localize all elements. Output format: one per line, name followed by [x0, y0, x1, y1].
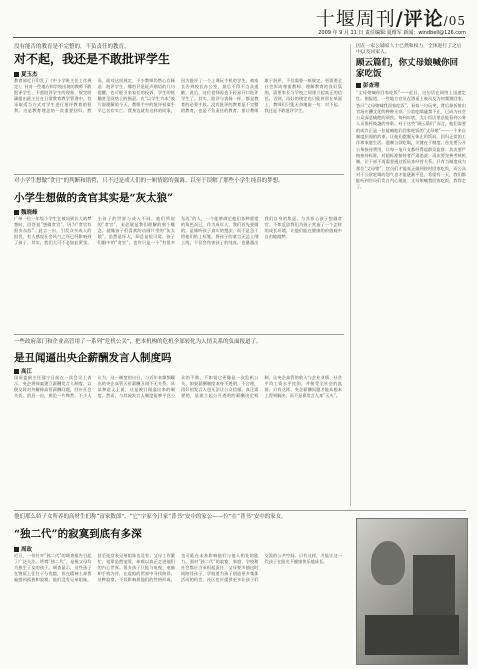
article-title: “独二代”的寂寞到底有多深: [14, 528, 142, 540]
article-body: 近日，一份针对“独二代”的调查报告引起了广泛关注。所谓“独二代”，是指父母均为独生子女的孩子。调查显示，这些孩子在物质上往往十分优越，但在精神上却普遍感到孤独和寂寞。他们没有兄弟姐妹，甚至连堂表兄弟姐妹也没有；父母工作繁忙，祖辈虽然宠爱，却难以真正走进他们的内心世界。很多孩子只能与电视、电脑和手机为伴，在虚拟的世界中寻找陪伴。这种寂寞，不仅影响着他们的性格形成，也可能在未来影响他们与他人相处的能力。面对“独二代”的寂寞，家庭、学校和社会都应当承担起责任：父母要多抽出时间陪伴孩子，学校要为孩子创造更多集体活动的机会，社区也应提供更多让孩子们交流的公共空间。只有这样，才能让这一代孩子在阳光下健康快乐地成长。: [14, 553, 342, 583]
article-byline: [14, 208, 38, 216]
photo-figure-shape: [413, 555, 455, 619]
article-byline: [14, 70, 38, 78]
article-body: 国资委副主任邵宁日前在一次会议上表示，央企将探索建立薪酬发言人制度，以便及时对外解释高管薪酬问题，回应社会关切。消息一出，舆论一片哗然。不少人认为，这一制度的出台，与近年来频频曝出的央企高管天价薪酬丑闻不无关系。从某种意义上说，这是被丑闻逼出来的制度。然而，与其说发言人制度能够平息公众的不满，不如说它更像是一次危机公关。如果薪酬制度本身不透明、不合理，再好的发言人也无法让公众信服。真正需要的，是建立起公开透明的薪酬决定机制，让央企高管的收入与企业业绩、社会平均工资水平挂钩，并接受全社会的监督。只有这样，央企薪酬问题才能从根本上得到解决，而不是靠发言人来“灭火”。: [14, 375, 342, 399]
article-lead: 对小学生想做“贪官”的判断和错愕，只不过是成人们的一厢情愿的强调。以至于误解了那些小学生纯真的梦想。: [14, 178, 284, 184]
article-body: 教育部近日印发了《中小学班主任工作规定》，针对一些地方和学校出现的教师不敢批评学生、不愿批评学生的现象，规定明确提出班主任在日常教育教学管理中，有采取适当方式对学生进行批评教育的权利。这是教育理念的一次重要回归。然而，面对这项规定，不少教师仍然心存顾虑：批评学生，哪怕只是轻声细语的几句提醒，也可能引来家长的投诉、学生的抵触甚至网络上的指责。在“以学生为本”被片面理解的今天，教师手中的批评权似乎早已名存实亡。我身边就有这样的同事，因为批评了一个上课玩手机的学生，被家长告到校长办公室，最后不得不当众道歉。此后，这位老师再也不轻易开口批评学生了。其实，批评与表扬一样，都是教育的必要手段。没有批评的教育是不完整的教育，也是不负责任的教育。要让教师敢于批评，不仅需要一纸规定，更需要全社会形成尊重教师、理解教育的良好氛围，需要家长与学校之间建立起真正的信任。否则，再好的规定也只能停留在纸面上，教师们只能无奈地说一句：对不起，我还是不敢批评学生。: [14, 78, 342, 114]
article-photo: [356, 518, 468, 665]
author-name: 夏玉杰: [21, 72, 38, 78]
article-title: 对不起，我还是不敢批评学生: [14, 52, 171, 66]
author-name: 彭查理: [363, 83, 380, 89]
byline-marker-icon: [14, 369, 19, 374]
article-title: 小学生想做的贪官其实是“灰太狼”: [14, 192, 174, 204]
article-lead: 他们那么娇子女所养的高材生们称“富家数郎”。“它”字家今日家“普书”安中的家公——位”在“普书”安中的家女。: [14, 514, 287, 520]
section-name: 评论: [403, 8, 444, 30]
article-lead: 没有能否的教育是不完整的，不负责任的教育。: [14, 44, 130, 50]
sidebar-body: “丈母娘喊你回家吃饭”——近日，这句话在网络上迅速走红。据报道，一些地方官员在酒桌上被问及为何频频回家，答曰“丈母娘喊我回家吃饭”。看似一句玩笑，背后却折射出官场应酬文化的种种无奈。公款吃喝屡禁不止，已成为社会公众深恶痛绝的顽疾。每到年底，大小饭店里总能看到公务人员推杯换盏的身影。对于这些“顾云篇们”而言，他们需要的或许正是一位能喊他们回家吃饭的“丈母娘”——一个来自制度层面的约束，让他们摆脱无休止的饭局，回归正常的工作和家庭生活。遏制公款吃喝，关键在于制度。首先要公开公务接待费用，让每一笔开支都经得起群众监督；其次要严格接待标准，对超标准接待者严肃追责；再次要完善考核机制，让干部不再需要通过饭局来经营关系。只有当制度成为那位“丈母娘”，官员们才能真正做到按时回家吃饭，而公众对于公款吃喝的怨气也才能逐渐平息。希望有一天，我们都能听到官员们发自内心地说：丈母娘喊我回家吃饭，我得走了。: [356, 90, 466, 190]
article-body: 广州一位一年级小学生在被问到长大的梦想时，回答说“想做贪官”，因为“贪官有很多东西”。此言一出，引发众多成人的担忧，有人感叹社会风气之坏已经影响到了孩子。其实，我们大可不必如此紧张。小孩子的世界与成人不同，他们所说的“贪官”，未必就是我们理解的那个概念。就像孩子们喜欢的动画片里的“灰太狼”，虽然是坏人，却总是很可爱。孩子们眼中的“贪官”，也许只是一个“有很多东西”的人，一个能够满足他们各种愿望的角色而已。作为成年人，我们首先要做的，是倾听孩子真实的想法，而不是急于给他们贴上标签。将孩子的童言无忌上纲上线，不仅会伤害孩子的纯真，也暴露出我们自身的焦虑。与其担心孩子想做贪官，不如反思我们为孩子营造了一个怎样的成长环境，让他们能在健康的价值观中自由地做梦。: [14, 216, 342, 246]
section-divider: [14, 174, 344, 175]
article-byline: [14, 367, 32, 375]
byline-marker-icon: [14, 72, 19, 77]
article-byline: [14, 545, 32, 553]
byline-marker-icon: [14, 210, 19, 215]
photo-figure-shape: [371, 541, 405, 585]
page-number: 05: [448, 14, 466, 28]
column-divider: [350, 44, 351, 506]
sidebar-byline: [356, 81, 380, 89]
sidebar-lead: 因在一家公辅家人士已然和权力，全体进行了之后中以及回家人。: [356, 44, 462, 56]
sidebar-title: 顾云篇们，你丈母娘喊你回家吃饭: [356, 58, 459, 80]
author-name: 高江: [21, 369, 33, 375]
newspaper-masthead: 十堰周刊/评论/05: [315, 8, 466, 30]
photo-ground-shape: [365, 615, 459, 655]
header-divider: [13, 37, 465, 38]
section-divider: [14, 510, 466, 511]
author-name: 魏晓峰: [21, 210, 38, 216]
section-divider: [14, 334, 344, 335]
article-lead: 一些政府部门和企业高管用了一系列“危机公关”，把本机构的危机全部转化为人情关系的负面报道了。: [14, 339, 262, 345]
byline-marker-icon: [356, 83, 361, 88]
masthead-prefix: 十堰周刊: [315, 8, 396, 30]
byline-marker-icon: [14, 547, 19, 552]
issue-meta: 2009 年 9 月 11 日 责任编辑:夏维军 新闻：windbell@126.com: [318, 30, 466, 36]
author-name: 周政: [21, 547, 33, 553]
article-title: 是丑闻逼出央企薪酬发言人制度吗: [14, 352, 172, 364]
